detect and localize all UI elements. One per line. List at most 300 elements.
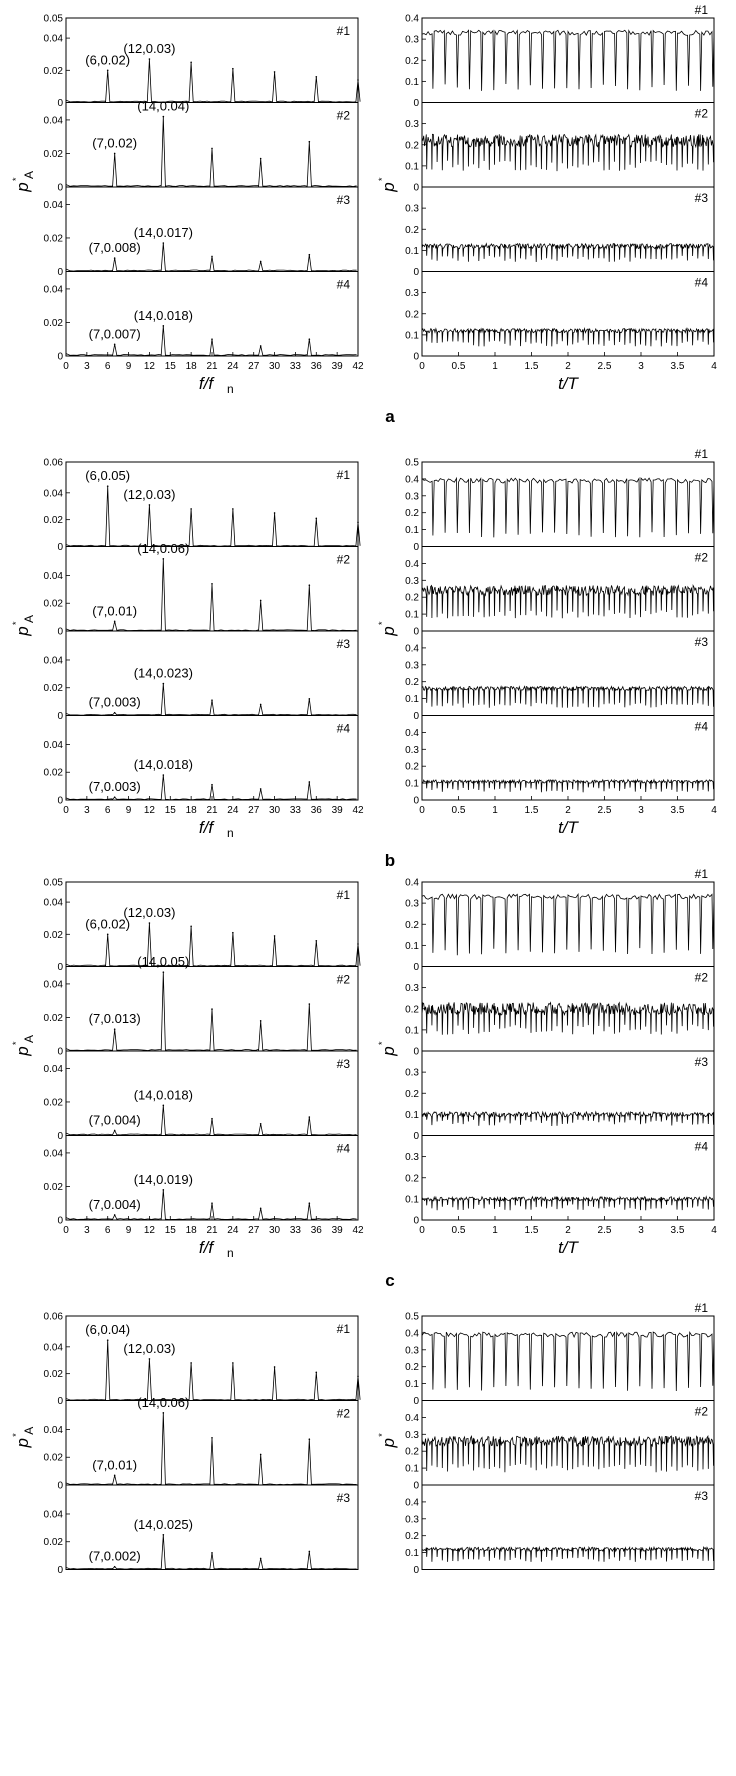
y-tick-label: 0 (57, 1480, 63, 1492)
peak-annotation: (7,0.004) (88, 1196, 141, 1212)
y-axis-label-group (377, 621, 398, 637)
y-axis-label: p (379, 1046, 398, 1056)
x-axis-label: f/f (198, 1238, 214, 1257)
x-axis-label-subscript: n (227, 382, 234, 396)
peak-annotation: (14,0.018) (133, 307, 193, 323)
pressure-d-row-1 (405, 1301, 714, 1407)
y-tick-label: 0 (413, 962, 419, 973)
peak-annotation: (7,0.02) (92, 135, 138, 151)
peak-annotation: (7,0.004) (88, 1112, 141, 1128)
y-axis-label-subscript: A (22, 614, 36, 623)
pressure-line (422, 134, 714, 171)
x-tick-label: 33 (289, 1225, 301, 1236)
x-tick-label: 1.5 (524, 1225, 539, 1236)
spectrum-peak-point (260, 788, 262, 790)
spectrum-peak-point (163, 971, 165, 973)
peak-annotation: (14,0.04) (137, 98, 190, 114)
y-tick-label: 0.04 (43, 897, 63, 909)
y-tick-label: 0.1 (405, 161, 419, 173)
pressure-line (422, 1332, 714, 1391)
y-tick-label: 0.1 (405, 940, 419, 952)
y-tick-label: 0 (413, 795, 419, 807)
spectrum-peak-point (315, 518, 317, 520)
y-axis-label: p (13, 182, 32, 192)
x-tick-label: 24 (227, 805, 239, 816)
x-tick-label: 0.5 (451, 361, 466, 372)
panel-b (11, 447, 717, 870)
x-tick-label: 42 (352, 361, 364, 372)
y-tick-label: 0.02 (43, 1012, 63, 1024)
spectrum-line (66, 1413, 357, 1485)
spectrum-line (66, 1340, 360, 1400)
spectrum-peak-point (211, 1202, 213, 1204)
pressure-c-row-3 (405, 1051, 714, 1142)
row-label: #2 (694, 550, 708, 565)
y-axis-label-subscript: A (22, 1426, 36, 1435)
spectrum-peak-point (211, 148, 213, 150)
y-tick-label: 0 (413, 351, 419, 363)
pressure-a-row-2 (405, 103, 714, 194)
pressure-line (422, 585, 714, 618)
pressure-line (422, 1547, 714, 1562)
panel-label: a (385, 407, 395, 426)
row-label: #1 (336, 888, 350, 902)
pressure-frame (422, 1485, 714, 1570)
y-tick-label: 0.2 (405, 592, 419, 604)
spectrum-peak-point (260, 704, 262, 706)
pressure-line (422, 1002, 714, 1034)
x-tick-label: 36 (310, 361, 322, 372)
y-tick-label: 0.2 (405, 1004, 419, 1016)
row-label: #1 (694, 3, 708, 17)
y-axis-label-group (11, 171, 36, 193)
x-axis-label: f/f (198, 374, 214, 393)
y-tick-label: 0 (413, 542, 419, 553)
x-tick-label: 0 (419, 805, 425, 816)
spectrum-peak-point (149, 922, 151, 924)
y-tick-label: 0.1 (405, 1379, 419, 1391)
y-tick-label: 0 (57, 1131, 63, 1142)
y-tick-label: 0.2 (405, 1088, 419, 1100)
pressure-b-row-4 (405, 716, 714, 807)
x-tick-label: 2 (565, 1225, 571, 1236)
x-tick-label: 39 (331, 805, 343, 816)
y-tick-label: 0.1 (405, 1463, 419, 1475)
pressure-b-row-1 (405, 447, 714, 553)
y-tick-label: 0.1 (405, 525, 419, 537)
pressure-line (422, 686, 714, 707)
peak-annotation: (7,0.003) (88, 779, 141, 795)
spectrum-c-row-1 (44, 878, 361, 974)
y-tick-label: 0 (57, 1565, 63, 1576)
spectrum-peak-point (163, 1105, 165, 1107)
x-tick-label: 0 (63, 361, 69, 372)
y-tick-label: 0.4 (405, 1412, 419, 1424)
x-tick-label: 2 (565, 361, 571, 372)
x-tick-label: 27 (248, 1225, 260, 1236)
y-tick-label: 0 (57, 962, 63, 973)
y-tick-label: 0 (57, 1215, 63, 1227)
pressure-line (422, 1436, 714, 1472)
pressure-frame (422, 1316, 714, 1401)
y-tick-label: 0 (413, 1396, 419, 1407)
y-tick-label: 0.02 (43, 767, 63, 779)
x-tick-label: 0 (419, 361, 425, 372)
x-tick-label: 9 (125, 805, 132, 816)
pressure-c-row-4 (405, 1136, 714, 1227)
x-tick-label: 18 (185, 805, 197, 816)
spectrum-peak-point (114, 1474, 116, 1476)
y-axis-label-group (11, 1427, 36, 1449)
x-tick-label: 0 (63, 805, 69, 816)
y-axis-label-subscript: A (22, 170, 36, 179)
y-tick-label: 0.4 (405, 877, 419, 889)
row-label: #3 (336, 1491, 350, 1505)
x-tick-label: 15 (164, 361, 176, 372)
y-axis-label-group (377, 1041, 398, 1057)
y-tick-label: 0.05 (43, 877, 63, 889)
y-tick-label: 0.04 (43, 33, 63, 45)
spectrum-peak-point (274, 512, 276, 514)
spectrum-peak-point (190, 508, 192, 510)
y-axis-label: p (13, 1438, 32, 1448)
x-tick-label: 0 (63, 1225, 69, 1236)
x-axis-label-subscript: n (227, 1246, 234, 1260)
spectrum-line (66, 559, 357, 631)
y-tick-label: 0.1 (405, 1109, 419, 1121)
peak-annotation: (7,0.013) (88, 1011, 141, 1027)
peak-annotation: (7,0.003) (88, 694, 141, 710)
row-label: #2 (694, 106, 708, 121)
spectrum-peak-point (260, 1020, 262, 1022)
row-label: #1 (694, 447, 708, 461)
y-tick-label: 0 (413, 267, 419, 278)
row-label: #1 (336, 1322, 350, 1336)
y-tick-label: 0.04 (43, 199, 63, 211)
x-tick-label: 2.5 (597, 805, 612, 816)
y-tick-label: 0.4 (405, 1328, 419, 1340)
spectrum-c-row-2 (44, 954, 358, 1057)
spectrum-frame (66, 272, 358, 357)
row-label: #2 (336, 972, 350, 987)
y-axis-label-superscript: * (377, 1041, 387, 1045)
x-tick-label: 42 (352, 805, 364, 816)
y-tick-label: 0 (57, 1046, 63, 1058)
pressure-line (422, 1112, 714, 1126)
spectrum-a-row-1 (44, 14, 361, 110)
peak-annotation: (12,0.03) (123, 905, 176, 921)
spectrum-peak-point (114, 1130, 116, 1132)
y-tick-label: 0.2 (405, 1531, 419, 1543)
y-tick-label: 0.2 (405, 508, 419, 520)
y-tick-label: 0.2 (405, 140, 419, 152)
x-tick-label: 6 (104, 361, 111, 372)
peak-annotation: (14,0.018) (133, 757, 193, 773)
y-tick-label: 0 (57, 711, 63, 722)
panel-a (11, 3, 717, 426)
pressure-d-row-2 (405, 1401, 714, 1492)
y-axis-label-superscript: * (11, 1041, 21, 1045)
y-axis-label: p (379, 1438, 398, 1448)
spectrum-peak-point (274, 71, 276, 73)
y-tick-label: 0.04 (43, 488, 63, 500)
x-axis-label: f/f (198, 818, 214, 837)
spectrum-peak-point (163, 242, 165, 244)
x-tick-label: 3 (638, 805, 644, 816)
y-tick-label: 0.2 (405, 919, 419, 931)
x-tick-label: 0 (419, 1225, 425, 1236)
y-axis-label: p (379, 182, 398, 192)
x-tick-label: 15 (164, 1225, 176, 1236)
y-tick-label: 0.04 (43, 284, 63, 296)
spectrum-a-row-2 (44, 99, 358, 194)
x-tick-label: 1 (492, 805, 498, 816)
row-label: #3 (694, 1489, 708, 1503)
x-tick-label: 9 (125, 361, 132, 372)
pressure-a-row-4 (405, 272, 714, 363)
y-tick-label: 0 (57, 98, 63, 109)
x-tick-label: 30 (269, 1225, 281, 1236)
y-tick-label: 0 (57, 351, 63, 363)
spectrum-peak-point (260, 1123, 262, 1125)
spectrum-peak-point (163, 325, 165, 327)
x-tick-label: 1 (492, 1225, 498, 1236)
pressure-frame (422, 18, 714, 103)
y-tick-label: 0.3 (405, 34, 419, 46)
y-tick-label: 0.3 (405, 1067, 419, 1079)
peak-annotation: (6,0.05) (85, 468, 131, 484)
spectrum-peak-point (357, 79, 359, 81)
pressure-d-row-3 (405, 1485, 714, 1576)
spectrum-peak-point (107, 70, 109, 72)
x-tick-label: 1.5 (524, 805, 539, 816)
row-label: #3 (694, 1055, 708, 1069)
spectrum-peak-point (190, 61, 192, 63)
y-tick-label: 0.1 (405, 778, 419, 790)
y-tick-label: 0.05 (43, 13, 63, 25)
spectrum-peak-point (260, 158, 262, 160)
peak-annotation: (7,0.007) (88, 326, 141, 342)
spectrum-peak-point (309, 698, 311, 700)
x-tick-label: 36 (310, 805, 322, 816)
pressure-frame (422, 1051, 714, 1136)
spectrum-peak-point (211, 256, 213, 258)
spectrum-peak-point (309, 1551, 311, 1553)
x-tick-label: 30 (269, 805, 281, 816)
y-tick-label: 0.04 (43, 739, 63, 751)
spectrum-peak-point (114, 1566, 116, 1568)
row-label: #1 (336, 468, 350, 482)
y-tick-label: 0.04 (43, 115, 63, 127)
spectrum-peak-point (357, 522, 359, 524)
pressure-c-row-1 (405, 867, 714, 973)
spectrum-d-row-2 (44, 1395, 358, 1492)
y-tick-label: 0.3 (405, 119, 419, 131)
x-tick-label: 3 (638, 361, 644, 372)
spectrum-peak-point (274, 1366, 276, 1368)
row-label: #2 (336, 1406, 350, 1421)
spectrum-a-row-3 (44, 187, 358, 278)
spectrum-a-row-4 (44, 272, 358, 363)
spectrum-peak-point (309, 141, 311, 143)
x-tick-label: 0.5 (451, 805, 466, 816)
spectrum-peak-point (309, 254, 311, 256)
panel-d (11, 1301, 714, 1576)
x-tick-label: 39 (331, 1225, 343, 1236)
spectrum-peak-point (260, 1558, 262, 1560)
peak-annotation: (14,0.017) (133, 224, 193, 240)
spectrum-peak-point (211, 699, 213, 701)
x-tick-label: 18 (185, 1225, 197, 1236)
y-tick-label: 0.1 (405, 694, 419, 706)
y-tick-label: 0.3 (405, 203, 419, 215)
y-tick-label: 0.3 (405, 898, 419, 910)
y-tick-label: 0.02 (43, 233, 63, 245)
y-tick-label: 0.02 (43, 65, 63, 77)
y-tick-label: 0.4 (405, 727, 419, 739)
pressure-line (422, 478, 714, 537)
spectrum-line (66, 117, 357, 187)
spectrum-peak-point (114, 712, 116, 714)
y-tick-label: 0.04 (43, 1342, 63, 1354)
spectrum-peak-point (163, 774, 165, 776)
spectrum-peak-point (149, 58, 151, 60)
y-tick-label: 0.4 (405, 1497, 419, 1509)
x-tick-label: 3.5 (670, 1225, 685, 1236)
x-tick-label: 42 (352, 1225, 364, 1236)
spectrum-peak-point (114, 1214, 116, 1216)
y-tick-label: 0.02 (43, 1097, 63, 1109)
peak-annotation: (6,0.02) (85, 52, 131, 68)
y-tick-label: 0.2 (405, 224, 419, 236)
y-tick-label: 0 (413, 182, 419, 194)
pressure-line (422, 30, 714, 91)
x-tick-label: 12 (143, 805, 155, 816)
y-axis-label-group (377, 177, 398, 193)
peak-annotation: (7,0.002) (88, 1548, 141, 1564)
y-tick-label: 0.02 (43, 317, 63, 329)
pressure-line (422, 244, 714, 262)
peak-annotation: (12,0.03) (123, 486, 176, 502)
peak-annotation: (14,0.06) (137, 540, 190, 556)
y-axis-label: p (13, 1046, 32, 1056)
y-tick-label: 0.2 (405, 1362, 419, 1374)
y-tick-label: 0.1 (405, 1025, 419, 1037)
x-tick-label: 3.5 (670, 805, 685, 816)
y-tick-label: 0 (57, 267, 63, 278)
peak-annotation: (14,0.019) (133, 1171, 193, 1187)
peak-annotation: (14,0.06) (137, 1394, 190, 1410)
peak-annotation: (12,0.03) (123, 41, 176, 57)
row-label: #3 (336, 637, 350, 651)
spectrum-b-row-3 (44, 631, 358, 722)
row-label: #1 (336, 24, 350, 38)
y-axis-label-superscript: * (377, 177, 387, 181)
pressure-a-row-1 (405, 3, 714, 109)
x-axis-label: t/T (558, 1238, 578, 1257)
y-axis-label-group (11, 1035, 36, 1057)
y-axis-label-superscript: * (11, 177, 21, 181)
y-tick-label: 0.02 (43, 1181, 63, 1193)
spectrum-peak-point (114, 620, 116, 622)
x-tick-label: 21 (206, 1225, 218, 1236)
row-label: #1 (694, 867, 708, 881)
row-label: #3 (694, 635, 708, 649)
pressure-frame (422, 187, 714, 272)
spectrum-peak-point (114, 343, 116, 345)
peak-annotation: (7,0.01) (92, 1457, 138, 1473)
y-tick-label: 0.1 (405, 76, 419, 88)
x-axis-label: t/T (558, 374, 578, 393)
spectrum-peak-point (163, 558, 165, 560)
y-tick-label: 0 (413, 98, 419, 109)
x-tick-label: 18 (185, 361, 197, 372)
x-tick-label: 3 (84, 1225, 90, 1236)
y-tick-label: 0 (413, 1480, 419, 1492)
x-tick-label: 39 (331, 361, 343, 372)
pressure-line (422, 894, 714, 955)
x-tick-label: 2.5 (597, 1225, 612, 1236)
y-tick-label: 0.3 (405, 575, 419, 587)
spectrum-peak-point (232, 508, 234, 510)
y-tick-label: 0 (57, 542, 63, 553)
y-axis-label-group (11, 615, 36, 637)
y-tick-label: 0.2 (405, 677, 419, 689)
pressure-a-row-3 (405, 187, 714, 278)
panel-label: c (385, 1271, 395, 1290)
y-tick-label: 0.3 (405, 1514, 419, 1526)
spectrum-peak-point (211, 583, 213, 585)
x-tick-label: 4 (711, 361, 717, 372)
spectrum-peak-point (114, 796, 116, 798)
y-tick-label: 0.4 (405, 643, 419, 655)
spectrum-peak-point (274, 935, 276, 937)
x-tick-label: 3 (84, 805, 90, 816)
x-tick-label: 12 (143, 361, 155, 372)
y-tick-label: 0.1 (405, 1194, 419, 1206)
x-tick-label: 1 (492, 361, 498, 372)
spectrum-peak-point (190, 1362, 192, 1364)
y-tick-label: 0.04 (43, 655, 63, 667)
spectrum-d-row-1 (44, 1312, 361, 1408)
spectrum-peak-point (114, 153, 116, 155)
spectrum-b-row-2 (44, 541, 358, 638)
x-tick-label: 1.5 (524, 361, 539, 372)
panel-label: b (384, 851, 396, 870)
y-tick-label: 0.3 (405, 744, 419, 756)
spectrum-peak-point (163, 1534, 165, 1536)
y-tick-label: 0.2 (405, 1446, 419, 1458)
y-tick-label: 0.04 (43, 1424, 63, 1436)
x-tick-label: 3.5 (670, 361, 685, 372)
y-tick-label: 0.3 (405, 491, 419, 503)
row-label: #3 (336, 1057, 350, 1071)
spectrum-peak-point (107, 485, 109, 487)
spectrum-peak-point (309, 1202, 311, 1204)
x-tick-label: 24 (227, 361, 239, 372)
x-tick-label: 15 (164, 805, 176, 816)
spectrum-peak-point (211, 1008, 213, 1010)
spectrum-peak-point (357, 943, 359, 945)
spectrum-peak-point (309, 338, 311, 340)
y-tick-label: 0 (413, 711, 419, 722)
y-tick-label: 0 (57, 182, 63, 194)
y-tick-label: 0.3 (405, 1429, 419, 1441)
spectrum-peak-point (232, 68, 234, 70)
peak-annotation: (14,0.023) (133, 665, 193, 681)
row-label: #2 (336, 108, 350, 123)
row-label: #4 (694, 275, 708, 290)
